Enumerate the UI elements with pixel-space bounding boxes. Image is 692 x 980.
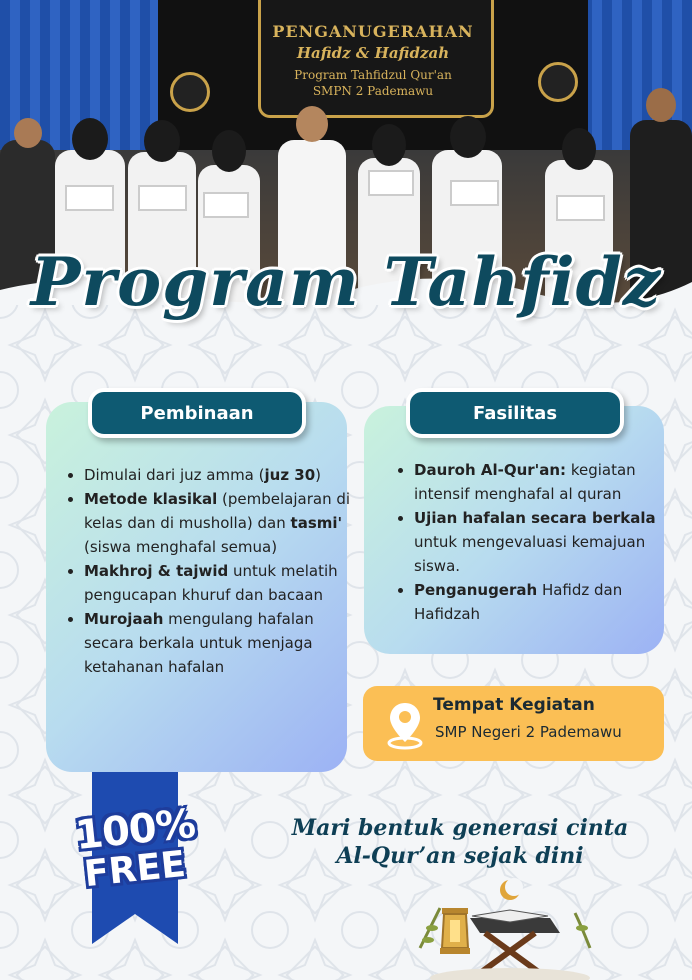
location-box	[363, 686, 664, 761]
fasilitas-heading: Fasilitas	[406, 388, 624, 438]
page-title: Program Tahfidz	[30, 243, 662, 321]
list-item: • Ujian hafalan secara berkala untuk mengevaluasi kemajuan siswa.	[414, 506, 676, 578]
list-item: • Metode klasikal (pembelajaran di kelas dan di musholla) dan tasmi' (siswa menghafal semua)	[84, 487, 356, 559]
backdrop-subtitle: Hafidz & Hafidzah	[296, 44, 450, 62]
map-pin-icon	[385, 700, 425, 750]
tagline-line1: Mari bentuk generasi cinta	[291, 815, 629, 841]
lantern-icon	[440, 908, 470, 954]
pembinaan-list	[64, 463, 356, 679]
quran-lantern-decoration	[410, 878, 610, 980]
crescent-moon-icon	[500, 878, 523, 900]
list-item: • Penganugerah Hafidz dan Hafidzah	[414, 578, 676, 626]
quran-stand-icon	[470, 910, 560, 973]
badge-free: FREE	[82, 843, 188, 896]
location-place: SMP Negeri 2 Pademawu	[435, 723, 622, 741]
list-item: • Dauroh Al-Qur'an: kegiatan intensif menghafal al quran	[414, 458, 676, 506]
tagline	[250, 814, 670, 870]
backdrop-title: PENGANUGERAHAN	[272, 22, 474, 41]
badge-percent: 100%	[73, 800, 197, 860]
tagline-line2: Al-Qur’an sejak dini	[336, 843, 584, 869]
pembinaan-heading: Pembinaan	[88, 388, 306, 438]
backdrop-program: Program Tahfidzul Qur'an	[294, 68, 452, 82]
list-item: • Makhroj & tajwid untuk melatih pengucapan khuruf dan bacaan	[84, 559, 356, 607]
free-badge-text	[70, 800, 200, 896]
location-title: Tempat Kegiatan	[433, 695, 595, 715]
list-item: • Dimulai dari juz amma (juz 30)	[84, 463, 356, 487]
list-item: • Murojaah mengulang hafalan secara berkala untuk menjaga ketahanan hafalan	[84, 607, 356, 679]
backdrop-school: SMPN 2 Pademawu	[312, 84, 434, 98]
fasilitas-list	[394, 458, 676, 626]
